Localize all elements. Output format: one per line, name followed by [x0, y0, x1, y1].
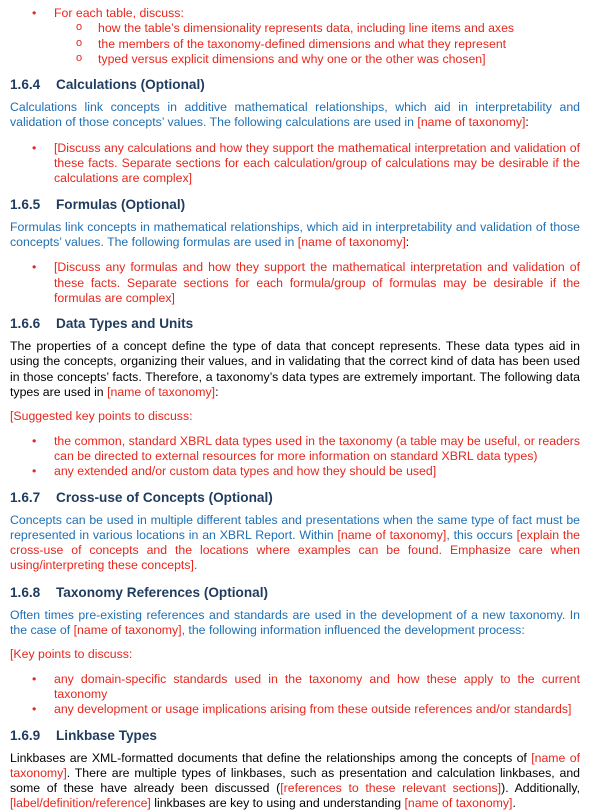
- list-item: • [Discuss any calculations and how they support the mathematical interpretation and validation of these facts. Separate sections for each calculation/group of calculations may be desirable if the calculations are complex]: [10, 141, 580, 187]
- suggested-points-label: [Suggested key points to discuss:: [10, 409, 193, 424]
- taxonomy-references-body: Often times pre-existing references and standards are used in the development of a new taxonomy. In the case of [name of taxonomy], the following information influenced the development process:: [10, 607, 580, 638]
- section-heading-linkbase-types: 1.6.9 Linkbase Types: [10, 727, 157, 743]
- list-item: • [Discuss any formulas and how they support the mathematical interpretation and validation of these facts. Separate sections for each formula/group of formulas may be desirable if the formulas are complex]: [10, 260, 580, 306]
- list-item: • any development or usage implications arising from these outside references and/or standards]: [10, 702, 580, 717]
- list-item: • any extended and/or custom data types and how they should be used]: [10, 464, 580, 479]
- calculations-intro: Calculations link concepts in additive mathematical relationships, which aid in interpretability and validation of those concepts’ values. The following calculations are used in [name of taxonomy]:: [10, 100, 580, 130]
- list-item: o how the table’s dimensionality represents data, including line items and axes: [10, 21, 580, 36]
- list-item: [10, 6, 580, 67]
- sub-list: [10, 21, 580, 67]
- section-heading-taxonomy-references: 1.6.8 Taxonomy References (Optional): [10, 584, 269, 600]
- data-types-list: [10, 434, 580, 480]
- formulas-intro: Formulas link concepts in mathematical relationships, which aid in interpretability and validation of those concepts’ values. The following formulas are used in [name of taxonomy]:: [10, 219, 580, 249]
- taxonomy-references-list: [10, 672, 580, 718]
- section-heading-formulas: 1.6.5 Formulas (Optional): [10, 196, 186, 212]
- list-item: o the members of the taxonomy-defined dimensions and what they represent: [10, 37, 580, 52]
- calculations-list: [10, 141, 580, 187]
- data-types-body: The properties of a concept define the type of data that concept represents. These data types aid in using the concepts, organizing their values, and in validating that the correct kind of data has been used in those concepts’ facts. Therefore, a taxonomy’s data types are extremely important. The following data types are used in [name of taxonomy]:: [10, 339, 580, 400]
- section-heading-calculations: 1.6.4 Calculations (Optional): [10, 77, 205, 93]
- list-item: • the common, standard XBRL data types used in the taxonomy (a table may be useful, or readers can be directed to external resources for more information on standard XBRL data types): [10, 434, 580, 465]
- linkbase-types-body: Linkbases are XML-formatted documents that define the relationships among the concepts of [name of taxonomy]. There are multiple types of linkbases, such as presentation and calculation linkbases, and some of these have already been discussed ([references to these relevant sections]). Additionally, [label/definition/reference] linkbases are key to using and understanding [name of taxonomy].: [10, 750, 580, 811]
- section-heading-data-types: 1.6.6 Data Types and Units: [10, 316, 194, 332]
- list-item: o typed versus explicit dimensions and why one or the other was chosen]: [10, 52, 580, 67]
- formulas-list: [10, 260, 580, 306]
- cross-use-body: Concepts can be used in multiple different tables and presentations when the same type of fact must be represented in various locations in an XBRL Report. Within [name of taxonomy], this occurs [explain the cross-use of concepts and the locations where examples can be found. Emphasize care when using/interpreting these concepts].: [10, 512, 581, 573]
- list-item: • any domain-specific standards used in the taxonomy and how these apply to the current taxonomy: [10, 672, 580, 703]
- table-discussion-list: [10, 6, 580, 67]
- key-points-label: [Key points to discuss:: [10, 647, 133, 662]
- section-heading-cross-use: 1.6.7 Cross-use of Concepts (Optional): [10, 489, 273, 505]
- top-bullet-text: For each table, discuss:: [54, 6, 184, 20]
